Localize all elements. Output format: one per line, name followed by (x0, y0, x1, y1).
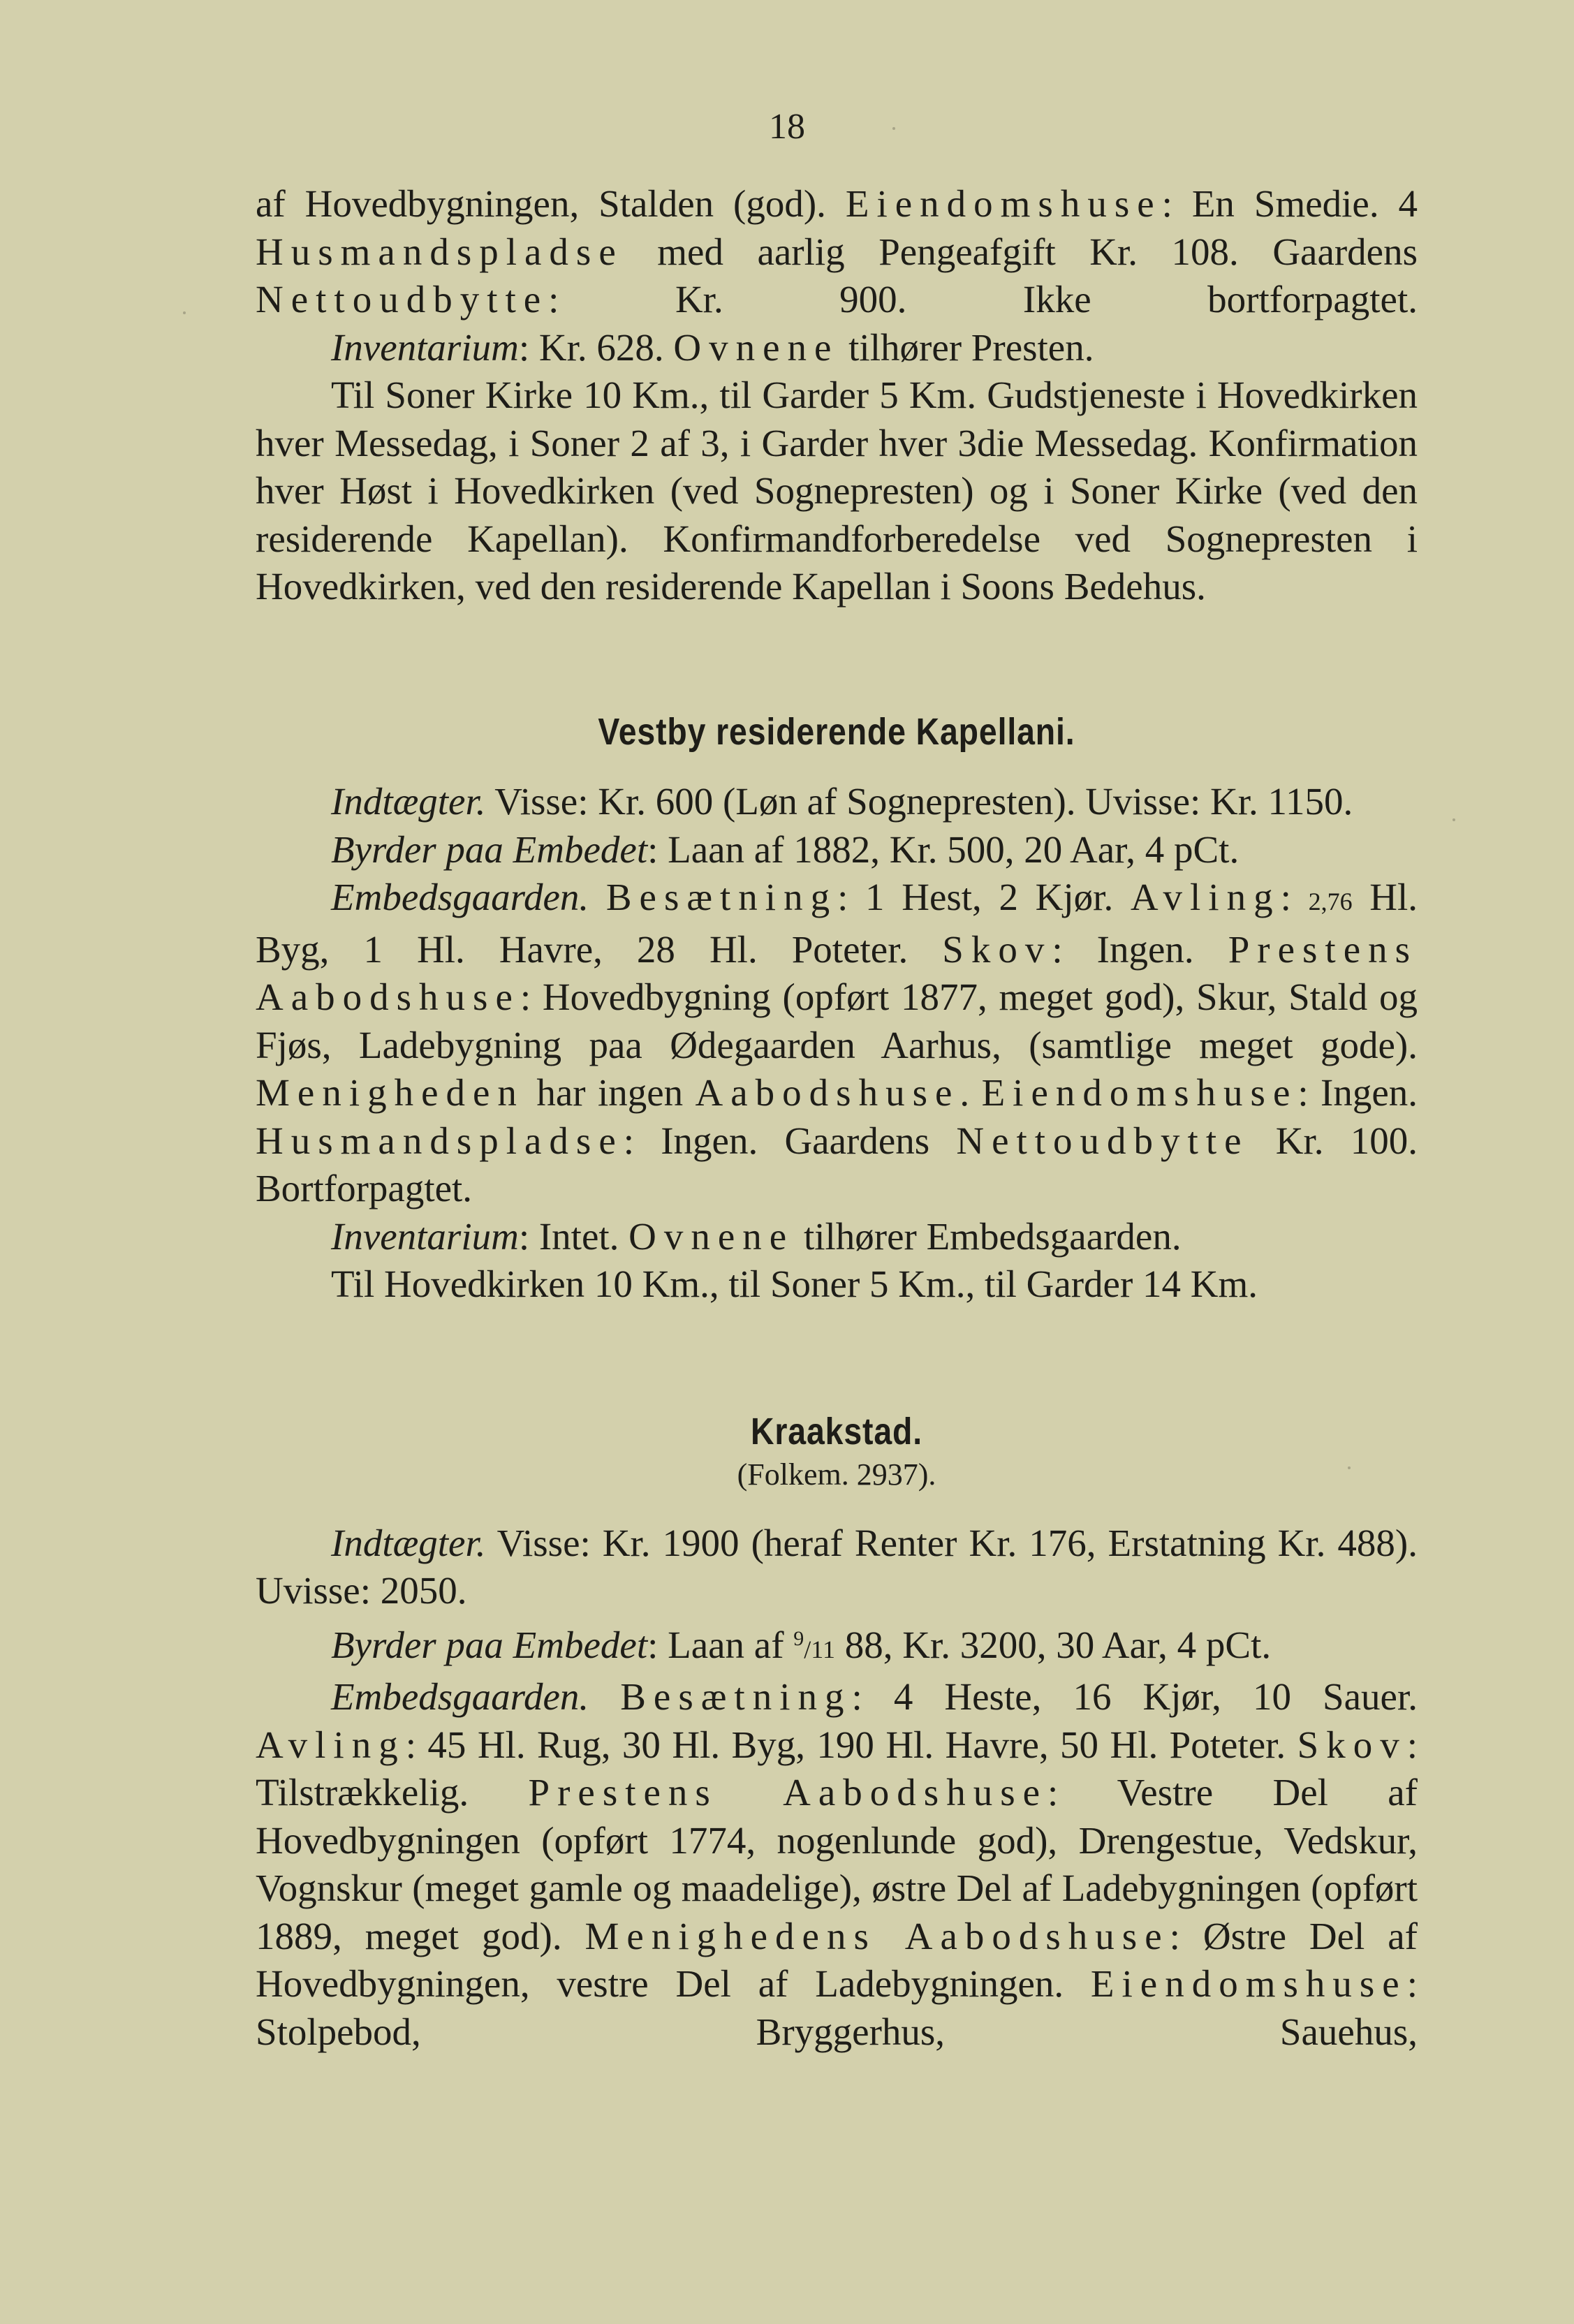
paragraph: Indtægter. Visse: Kr. 1900 (heraf Renter Kr. 176, Erstatning Kr. 488). Uvisse: 2050. (256, 1521, 1418, 1612)
paragraph: Til Soner Kirke 10 Km., til Garder 5 Km. Gudstjeneste i Hovedkirken hver Messedag, i Soner 2 af 3, i Garder hver 3die Messedag. Konfirmation hver Høst i Hovedkirken (ved Sognepresten) og i Soner Kirke (ved den residerende Kapellan). Konfirmandforberedelse ved Sognepresten i Hovedkirken, ved den residerende Kapellan i Soons Bedehus. (256, 374, 1418, 608)
paper-speck (1452, 818, 1455, 821)
page-text (256, 180, 1418, 2056)
paper-speck (892, 127, 895, 130)
paragraph: Embedsgaarden. Besætning: 1 Hest, 2 Kjør. Avling: 2,76 Hl. Byg, 1 Hl. Havre, 28 Hl. Poteter. Skov: Ingen. Prestens Aabodshuse: Hovedbygning (opført 1877, meget god), Skur, Stald og Fjøs, Ladebygning paa Ødegaarden Aarhus, (samtlige meget gode). Menigheden har ingen Aabodshuse. Eiendomshuse: Ingen. Husmandspladse: Ingen. Gaardens Nettoudbytte Kr. 100. Bortforpagtet. (256, 876, 1418, 1209)
paragraph: Til Hovedkirken 10 Km., til Soner 5 Km., til Garder 14 Km. (331, 1263, 1258, 1305)
section-heading: Vestby residerende Kapellani. (598, 710, 1075, 753)
section-subheading: (Folkem. 2937). (737, 1457, 936, 1492)
paragraph: Byrder paa Embedet: Laan af $^9$/11 88, Kr. 3200, 30 Aar, 4 pCt. (331, 1623, 1272, 1666)
paragraph: Embedsgaarden. Besætning: 4 Heste, 16 Kjør, 10 Sauer. Avling: 45 Hl. Rug, 30 Hl. Byg, 190 Hl. Havre, 50 Hl. Poteter. Skov: Tilstrækkelig. Prestens Aabodshuse: Vestre Del af Hovedbygningen (opført 1774, nogenlunde god), Drengestue, Vedskur, Vognskur (meget gamle og maadelige), østre Del af Ladebygningen (opført 1889, meget god). Menighedens Aabodshuse: Østre Del af Hovedbygningen, vestre Del af Ladebygningen. Eiendomshuse: Stolpebod, Bryggerhus, Sauehus, (256, 1675, 1418, 2053)
section-heading: Kraakstad. (750, 1410, 923, 1452)
page-number: 18 (769, 107, 805, 147)
paper-speck (1348, 1466, 1351, 1469)
paragraph: Byrder paa Embedet: Laan af 1882, Kr. 500, 20 Aar, 4 pCt. (331, 828, 1240, 871)
paragraph: Inventarium: Kr. 628. Ovnene tilhører Presten. (331, 325, 1094, 369)
paper-speck (183, 311, 186, 314)
paragraph: af Hovedbygningen, Stalden (god). Eiendomshuse: En Smedie. 4 Husmandspladse med aarlig Pengeafgift Kr. 108. Gaardens Nettoudbytte: Kr. 900. Ikke bortforpagtet. (256, 182, 1418, 321)
paragraph: Indtægter. Visse: Kr. 600 (Løn af Sognepresten). Uvisse: Kr. 1150. (331, 780, 1353, 823)
paragraph: Inventarium: Intet. Ovnene tilhører Embedsgaarden. (331, 1214, 1182, 1258)
